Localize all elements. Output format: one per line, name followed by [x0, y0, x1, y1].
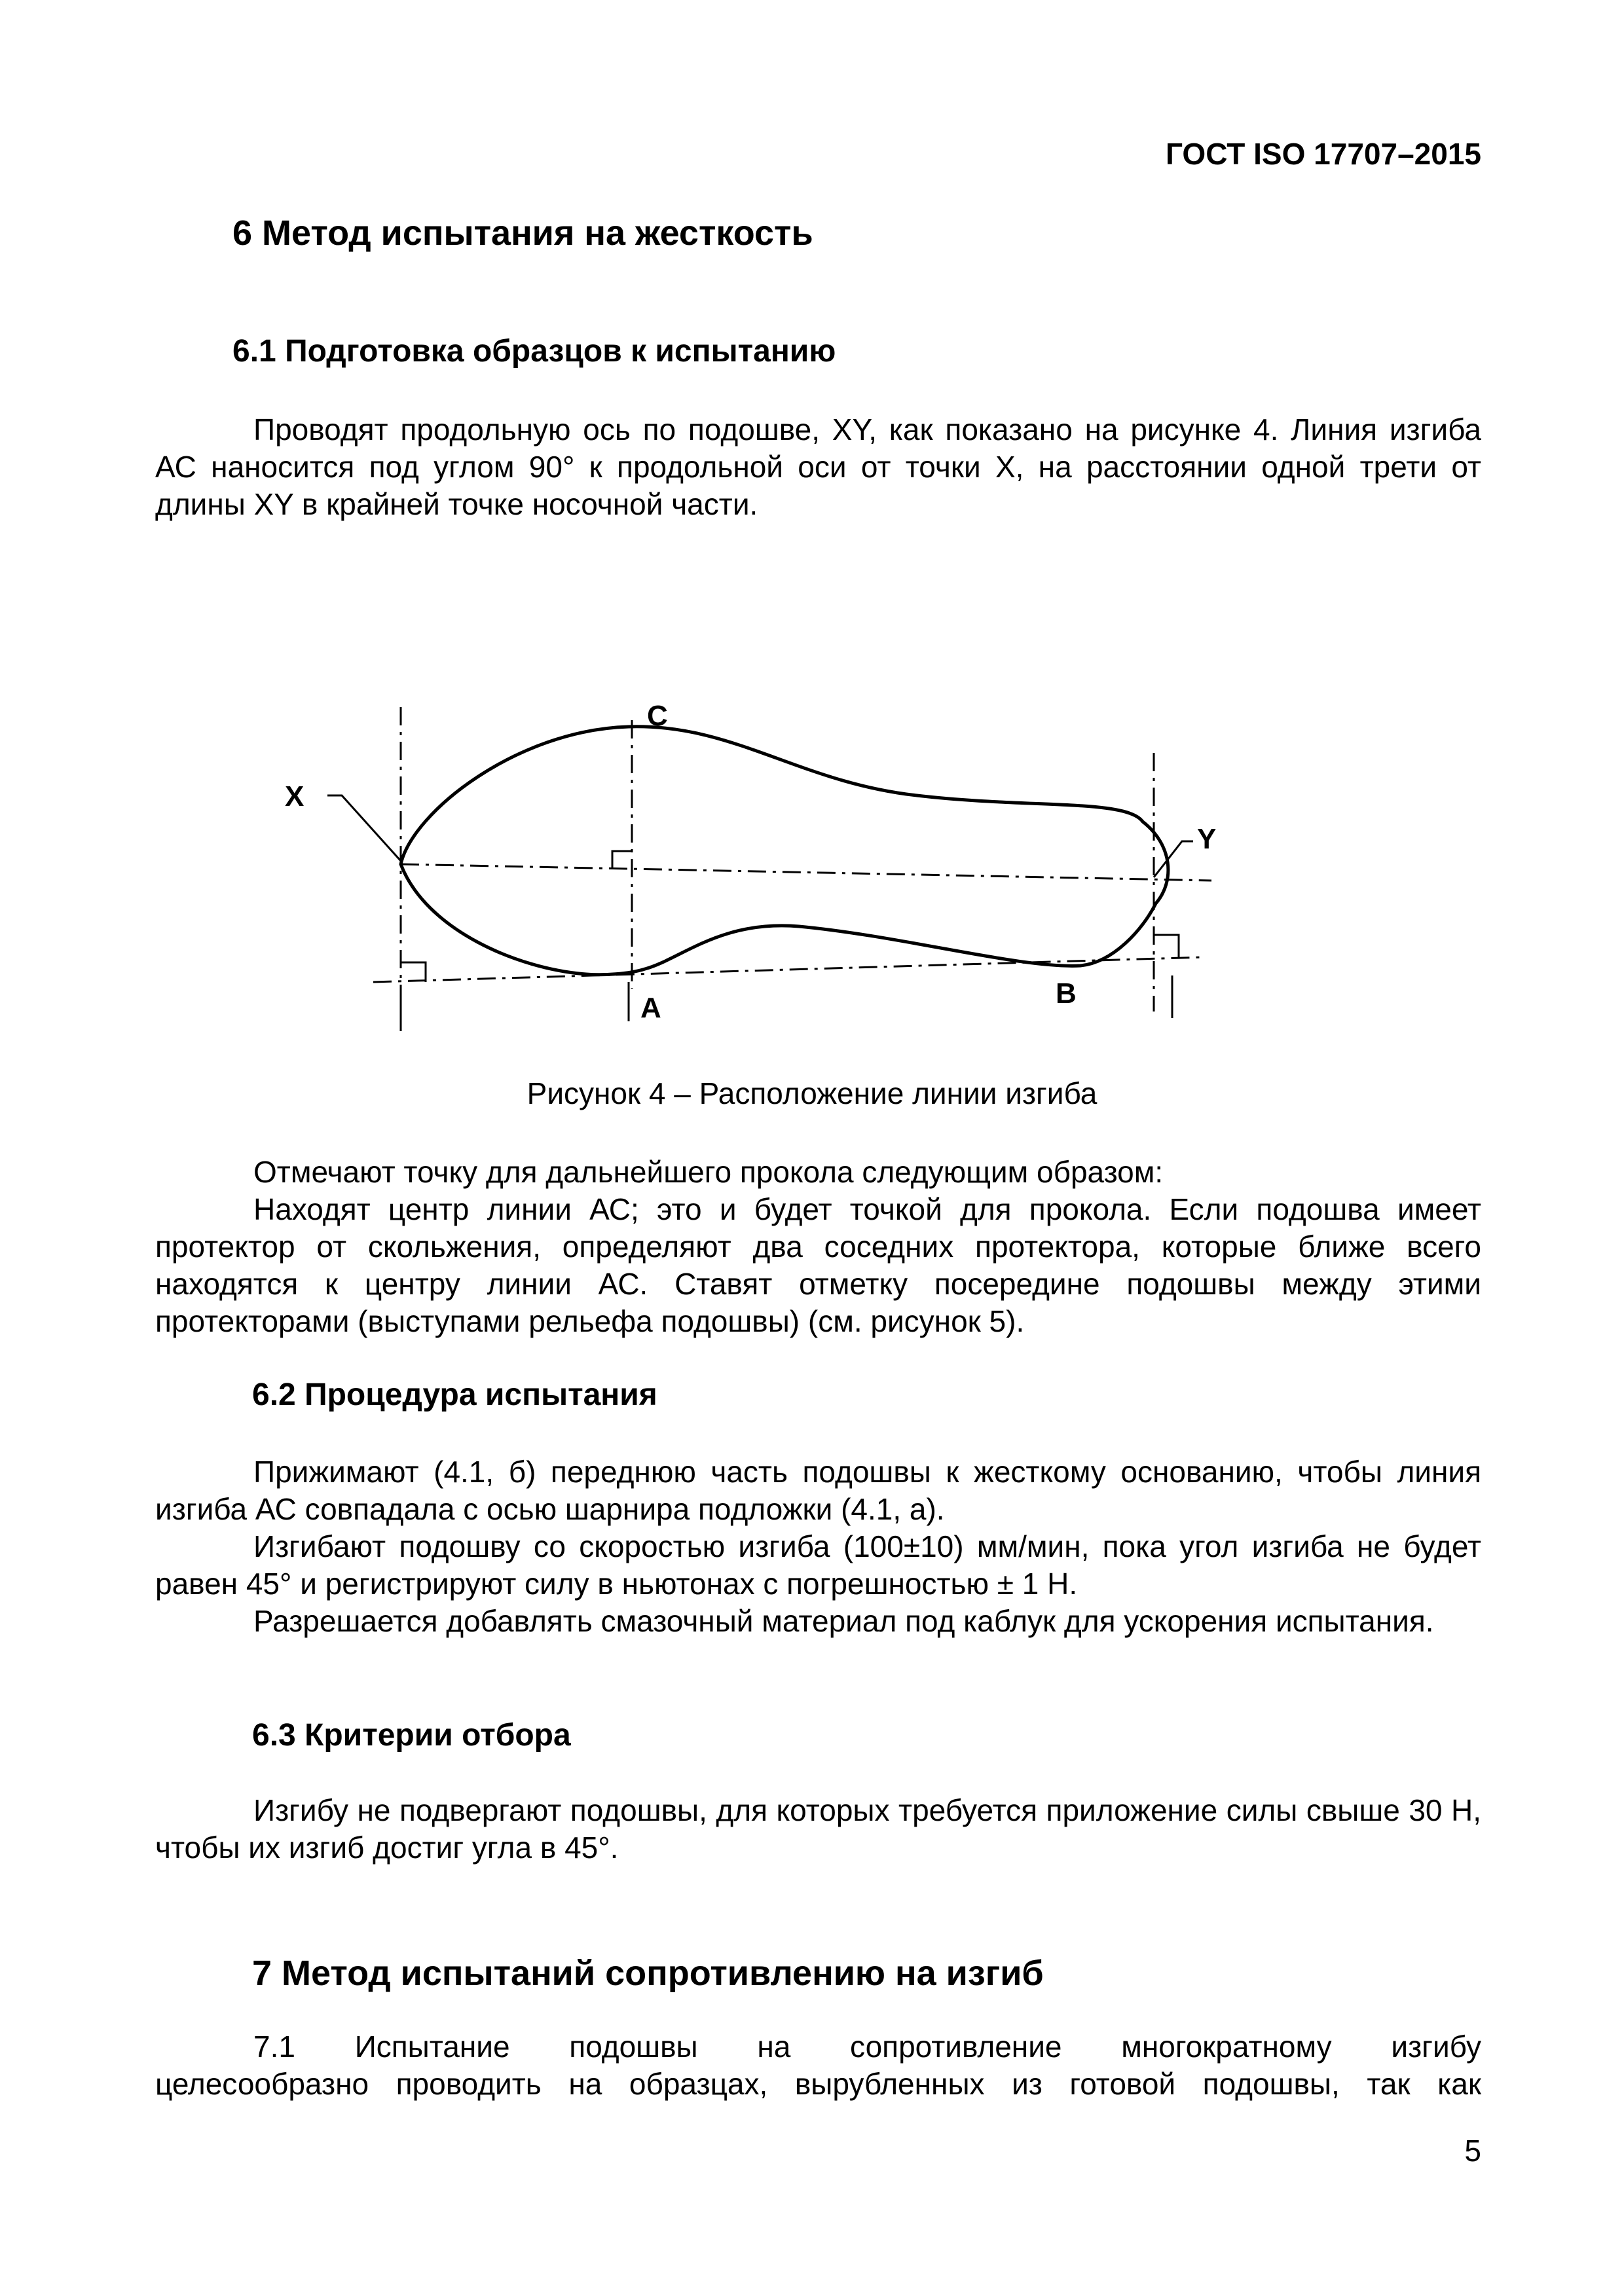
section-7-1-line-2: целесообразно проводить на образцах, вырубленных из готовой подошвы, так как	[155, 2067, 1481, 2101]
subsection-6-1-text	[155, 411, 1481, 523]
page-number: 5	[1464, 2134, 1481, 2168]
paragraph: Проводят продольную ось по подошве, XY, как показано на рисунке 4. Линия изгиба АС наносится под углом 90° к продольной оси от точки Х, на расстоянии одной трети от длины XY в крайней точке носочной части.	[155, 412, 1481, 521]
subsection-6-2-text	[155, 1453, 1481, 1640]
paragraph: Прижимают (4.1, б) переднюю часть подошвы к жесткому основанию, чтобы линия изгиба АС совпадала с осью шарнира подложки (4.1, а).	[155, 1455, 1481, 1526]
paragraph: Изгибают подошву со скоростью изгиба (100±10) мм/мин, пока угол изгиба не будет равен 45° и регистрируют силу в ньютонах с погрешностью ± 1 Н.	[155, 1529, 1481, 1601]
figure-label-x: X	[285, 780, 304, 812]
figure-label-y: Y	[1197, 823, 1217, 855]
figure-4-diagram	[275, 681, 1257, 1048]
paragraph: Находят центр линии АС; это и будет точкой для прокола. Если подошва имеет протектор от скольжения, определяют два соседних протектора, которые ближе всего находятся к центру линии АС. Ставят отметку посередине подошвы между этими протекторами (выступами рельефа подошвы) (см. рисунок 5).	[155, 1192, 1481, 1338]
section-7-1-line-1: 7.1 Испытание подошвы на сопротивление многократному изгибу	[253, 2030, 1481, 2064]
figure-label-c: C	[647, 700, 668, 732]
paragraph: Изгибу не подвергают подошвы, для которых требуется приложение силы свыше 30 Н, чтобы их изгиб достиг угла в 45°.	[155, 1793, 1481, 1865]
subsection-6-2-title: 6.2 Процедура испытания	[252, 1377, 657, 1412]
leader-x	[327, 795, 401, 861]
right-angle-mark-y	[1154, 935, 1179, 957]
subsection-6-3-text	[155, 1792, 1481, 1867]
puncture-text	[155, 1154, 1481, 1340]
right-angle-mark-x	[401, 962, 426, 982]
right-angle-mark-c	[612, 851, 632, 867]
axis-xy	[401, 864, 1211, 881]
sole-outline	[401, 727, 1168, 975]
section-6-title: 6 Метод испытания на жесткость	[232, 213, 813, 253]
figure-label-b: B	[1056, 977, 1077, 1010]
section-7-title: 7 Метод испытаний сопротивлению на изгиб	[252, 1954, 1044, 1993]
document-code: ГОСТ ISO 17707–2015	[1165, 137, 1481, 171]
bottom-tangent-line	[373, 957, 1205, 982]
leader-y	[1154, 841, 1193, 877]
subsection-6-3-title: 6.3 Критерии отбора	[252, 1718, 571, 1753]
figure-4-caption: Рисунок 4 – Расположение линии изгиба	[526, 1076, 1098, 1110]
figure-label-a: A	[640, 992, 661, 1024]
paragraph: Разрешается добавлять смазочный материал под каблук для ускорения испытания.	[253, 1604, 1434, 1638]
subsection-6-1-title: 6.1 Подготовка образцов к испытанию	[232, 334, 836, 369]
paragraph: Отмечают точку для дальнейшего прокола следующим образом:	[253, 1155, 1164, 1189]
